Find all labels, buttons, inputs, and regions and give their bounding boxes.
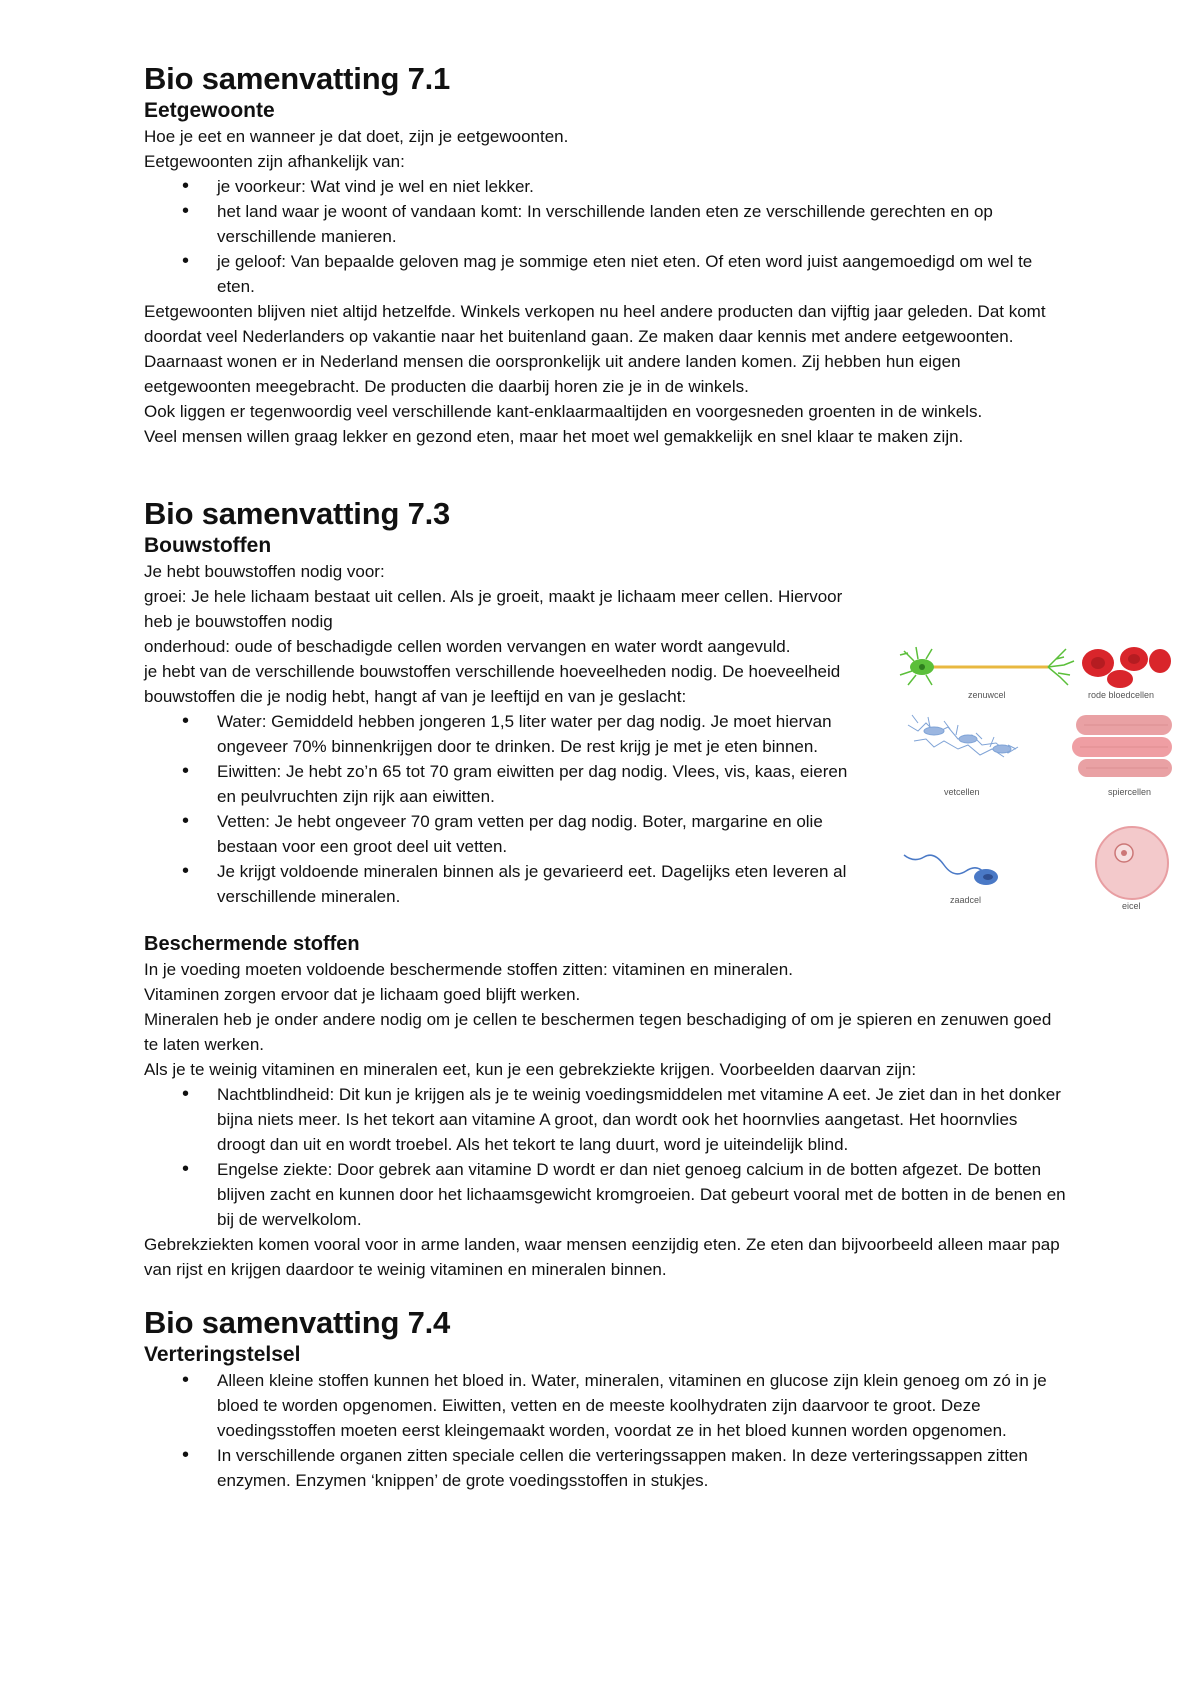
bullet-list: [144, 1368, 1069, 1493]
subheading-bouwstoffen: Bouwstoffen: [144, 534, 272, 557]
section-title-7-3: Bio samenvatting 7.3: [144, 496, 451, 531]
spacer: [144, 1282, 1069, 1304]
label-muscle: spiercellen: [1108, 787, 1152, 797]
list-item: • het land waar je woont of vandaan komt: In verschillende landen eten ze verschillende gerechten en op verschillende manieren.: [217, 199, 1069, 249]
label-fat: vetcellen: [944, 787, 980, 797]
list-item: • Je krijgt voldoende mineralen binnen als je gevarieerd eet. Dagelijks eten leveren al verschillende mineralen.: [217, 859, 864, 909]
bullet-list: [144, 1082, 1069, 1232]
cell-illustrations: [898, 645, 1178, 945]
paragraph: Ook liggen er tegenwoordig veel verschillende kant-enklaarmaaltijden en voorgesneden groenten in de winkels.: [144, 402, 983, 421]
cell-types-figure: [898, 645, 1178, 945]
list-item: • Nachtblindheid: Dit kun je krijgen als je te weinig voedingsmiddelen met vitamine A eet. Je ziet dan in het donker bijna niets meer. Is het tekort aan vitamine A groot, dan wordt ook het hoornvlies aangetast. Het hoornvlies droogt dan uit en wordt troebel. Als het tekort te lang duurt, word je uiteindelijk blind.: [217, 1082, 1069, 1157]
label-sperm: zaadcel: [950, 895, 982, 905]
paragraph: Je hebt bouwstoffen nodig voor:: [144, 562, 385, 581]
list-item: • In verschillende organen zitten speciale cellen die verteringssappen maken. In deze verteringssappen zitten enzymen. Enzymen ‘knippen’ de grote voedingsstoffen in stukjes.: [217, 1443, 1069, 1493]
paragraph: groei: Je hele lichaam bestaat uit cellen. Als je groeit, maakt je lichaam meer cellen. Hiervoor heb je bouwstoffen nodig: [144, 587, 843, 631]
label-egg: eicel: [1122, 901, 1141, 911]
subheading-eetgewoonte: Eetgewoonte: [144, 99, 275, 122]
fat-cells-image: [908, 715, 1018, 757]
paragraph: Eetgewoonten blijven niet altijd hetzelfde. Winkels verkopen nu heel andere producten dan vijftig jaar geleden. Dat komt doordat veel Nederlanders op vakantie naar het buitenland gaan. Ze maken daar kennis met andere eetgewoonten. Daarnaast wonen er in Nederland mensen die oorspronkelijk uit andere landen komen. Zij hebben hun eigen eetgewoonten meegebracht. De producten die daarbij horen zie je in de winkels.: [144, 302, 1046, 396]
paragraph: Veel mensen willen graag lekker en gezond eten, maar het moet wel gemakkelijk en snel klaar te maken zijn.: [144, 427, 964, 446]
label-blood: rode bloedcellen: [1088, 690, 1155, 700]
bullet-list: [144, 709, 864, 909]
bouwstoffen-text: [144, 559, 864, 909]
label-nerve: zenuwcel: [968, 690, 1006, 700]
section-title-7-1: Bio samenvatting 7.1: [144, 61, 451, 96]
spacer: [144, 449, 1069, 495]
paragraph: Vitaminen zorgen ervoor dat je lichaam goed blijft werken.: [144, 985, 581, 1004]
bullet-list: [144, 174, 1069, 299]
paragraph: Eetgewoonten zijn afhankelijk van:: [144, 152, 405, 171]
section-title-7-4: Bio samenvatting 7.4: [144, 1305, 451, 1340]
list-item: • Eiwitten: Je hebt zo’n 65 tot 70 gram eiwitten per dag nodig. Vlees, vis, kaas, eieren en peulvruchten zijn rijk aan eiwitten.: [217, 759, 864, 809]
nerve-cell-image: [900, 647, 1074, 685]
list-item: • Water: Gemiddeld hebben jongeren 1,5 liter water per dag nodig. Je moet hiervan ongeveer 70% binnenkrijgen door te drinken. De rest krijg je met je eten binnen.: [217, 709, 864, 759]
paragraph: In je voeding moeten voldoende beschermende stoffen zitten: vitaminen en mineralen.: [144, 960, 793, 979]
paragraph: Als je te weinig vitaminen en mineralen eet, kun je een gebrekziekte krijgen. Voorbeelden daarvan zijn:: [144, 1060, 917, 1079]
paragraph: Mineralen heb je onder andere nodig om je cellen te beschermen tegen beschadiging of om je spieren en zenuwen goed te laten werken.: [144, 1010, 1052, 1054]
subheading-beschermende-stoffen: Beschermende stoffen: [144, 933, 360, 955]
muscle-cells-image: [1072, 715, 1172, 777]
list-item: • Engelse ziekte: Door gebrek aan vitamine D wordt er dan niet genoeg calcium in de botten afgezet. De botten blijven zacht en kunnen door het lichaamsgewicht kromgroeien. Dat gebeurt vooral met de botten in de benen en bij de wervelkolom.: [217, 1157, 1069, 1232]
list-item: • je voorkeur: Wat vind je wel en niet lekker.: [217, 174, 1069, 199]
paragraph: Hoe je eet en wanneer je dat doet, zijn je eetgewoonten.: [144, 127, 569, 146]
list-item: • Vetten: Je hebt ongeveer 70 gram vetten per dag nodig. Boter, margarine en olie bestaan voor een groot deel uit vetten.: [217, 809, 864, 859]
subheading-verteringstelsel: Verteringstelsel: [144, 1343, 301, 1366]
red-blood-cells-image: [1082, 647, 1171, 688]
paragraph: onderhoud: oude of beschadigde cellen worden vervangen en water wordt aangevuld.: [144, 637, 791, 656]
sperm-cell-image: [904, 855, 998, 885]
paragraph: Gebrekziekten komen vooral voor in arme landen, waar mensen eenzijdig eten. Ze eten dan bijvoorbeeld alleen maar pap van rijst en krijgen daardoor te weinig vitaminen en mineralen binnen.: [144, 1235, 1060, 1279]
list-item: • je geloof: Van bepaalde geloven mag je sommige eten niet eten. Of eten word juist aangemoedigd om wel te eten.: [217, 249, 1069, 299]
egg-cell-image: [1096, 827, 1168, 899]
list-item: • Alleen kleine stoffen kunnen het bloed in. Water, mineralen, vitaminen en glucose zijn klein genoeg om zó in je bloed te worden opgenomen. Eiwitten, vetten en de meeste koolhydraten zijn daarvoor te groot. Deze voedingsstoffen moeten eerst kleingemaakt worden, voordat ze in het bloed kunnen worden opgenomen.: [217, 1368, 1069, 1443]
paragraph: je hebt van de verschillende bouwstoffen verschillende hoeveelheden nodig. De hoeveelheid bouwstoffen die je nodig hebt, hangt af van je leeftijd en van je geslacht:: [144, 662, 841, 706]
